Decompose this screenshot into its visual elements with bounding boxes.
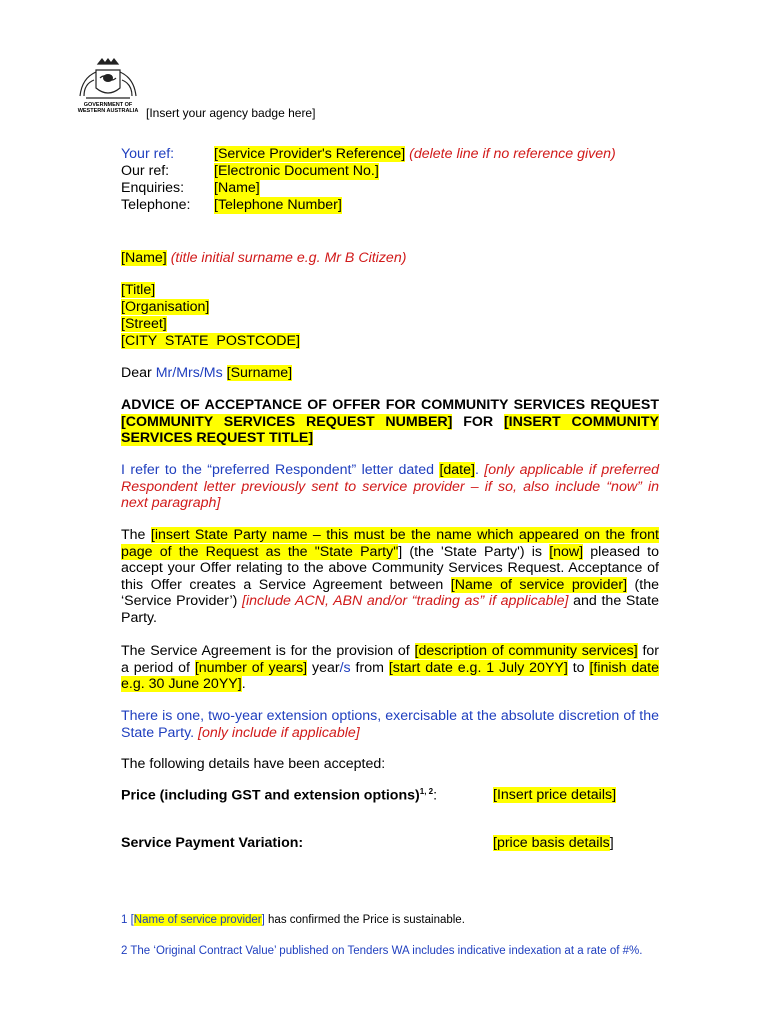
- footnote-1-close: ]: [261, 914, 265, 926]
- price-value-text: [Insert price details]: [493, 787, 617, 803]
- salutation: [121, 365, 659, 382]
- para1-text: I refer to the “preferred Respondent” letter dated: [121, 462, 440, 478]
- paragraph-accepted-details: The following details have been accepted:: [121, 756, 386, 772]
- para4-note: [only include if applicable]: [198, 724, 360, 741]
- footnote-2: 2 The ‘Original Contract Value’ published on Tenders WA includes indicative indexation at a rate of #%.: [121, 945, 643, 957]
- para3-finish-date: [finish date e.g. 30 June 20YY]: [121, 659, 659, 693]
- service-payment-variation-label: Service Payment Variation:: [121, 835, 304, 851]
- para1-dot: .: [474, 462, 485, 478]
- service-payment-variation-value: [493, 835, 614, 851]
- price-label-text: Price (including GST and extension options): [121, 787, 420, 804]
- telephone-label: Telephone:: [121, 197, 191, 213]
- para2-note: [include ACN, ABN and/or “trading as” if applicable]: [242, 593, 569, 610]
- price-footnote-ref: 1, 2: [419, 787, 434, 796]
- letter-heading: [121, 397, 659, 447]
- para3-text3: year: [307, 659, 340, 676]
- recipient-name-note: (title initial surname e.g. Mr B Citizen): [170, 250, 407, 266]
- salutation-dear: Dear: [121, 365, 156, 381]
- telephone-value: [Telephone Number]: [214, 197, 342, 213]
- agency-badge-note: [Insert your agency badge here]: [146, 106, 316, 120]
- our-ref-label: Our ref:: [121, 163, 170, 179]
- enquiries-value: [Name]: [214, 180, 260, 196]
- your-ref-label: Your ref:: [121, 146, 175, 162]
- para2-state-party: [insert State Party name – this must be the name which appeared on the front page of the Request as the "State Party": [121, 527, 659, 560]
- price-colon: :: [433, 787, 438, 804]
- paragraph-acceptance: [121, 527, 659, 627]
- your-ref-row: [121, 146, 616, 163]
- variation-close: ]: [609, 835, 614, 851]
- para4-text: There is one, two-year extension options, exercisable at the absolute discretion of the State Party.: [121, 708, 659, 741]
- recipient-organisation: [Organisation]: [121, 299, 210, 315]
- recipient-address: [121, 282, 659, 350]
- salutation-honorific: Mr/Mrs/Ms: [155, 365, 223, 381]
- para3-to: to: [567, 659, 590, 676]
- variation-value-text: [price basis details: [493, 835, 610, 851]
- our-ref-row: [121, 163, 616, 180]
- para2-text3: (the ‘Service Provider’): [121, 576, 659, 610]
- recipient-title: [Title]: [121, 282, 156, 298]
- price-label: [121, 787, 437, 804]
- telephone-row: [121, 197, 616, 214]
- paragraph-reference: [121, 462, 659, 512]
- para1-date: [date]: [439, 462, 475, 478]
- salutation-surname: [Surname]: [226, 365, 293, 381]
- your-ref-value: [Service Provider's Reference]: [214, 146, 406, 162]
- para1-note: [only applicable if preferred Respondent letter previously sent to service provider – if so, also include “now” in next paragraph]: [121, 462, 659, 512]
- footnote-1-provider: Name of service provider: [133, 914, 262, 926]
- recipient-street: [Street]: [121, 316, 167, 332]
- heading-request-title: [INSERT COMMUNITY SERVICES REQUEST TITLE]: [121, 413, 659, 447]
- reference-block: [121, 146, 616, 214]
- para2-provider: [Name of service provider]: [450, 576, 628, 593]
- para3-text4: from: [350, 659, 389, 676]
- para3-text2: for a period of: [121, 643, 660, 676]
- para3-end: .: [241, 676, 246, 693]
- para2-the: The: [121, 527, 151, 543]
- recipient-city: [CITY STATE POSTCODE]: [121, 333, 300, 349]
- para3-start-date: [start date e.g. 1 July 20YY]: [388, 659, 568, 676]
- para2-now: [now]: [549, 543, 584, 560]
- para2-close: ]: [398, 543, 403, 560]
- heading-request-number: [COMMUNITY SERVICES REQUEST NUMBER]: [121, 413, 453, 430]
- heading-for: FOR: [452, 413, 504, 430]
- price-value: [493, 787, 616, 803]
- government-crest-logo: [72, 56, 144, 120]
- footnote-1-text: has confirmed the Price is sustainable.: [264, 914, 465, 926]
- enquiries-row: [121, 180, 616, 197]
- para3-plural: /s: [339, 659, 351, 676]
- enquiries-label: Enquiries:: [121, 180, 185, 196]
- para2-text4: and the State Party.: [121, 593, 659, 626]
- your-ref-note: (delete line if no reference given): [409, 146, 616, 162]
- heading-text: ADVICE OF ACCEPTANCE OF OFFER FOR COMMUNITY SERVICES REQUEST: [121, 397, 659, 413]
- footnote-1-number: 1 [: [121, 914, 134, 926]
- recipient-name-line: [121, 250, 659, 267]
- para3-text1: The Service Agreement is for the provision of: [121, 643, 415, 659]
- recipient-name: [Name]: [121, 250, 167, 266]
- para2-text1: (the 'State Party') is: [402, 543, 550, 560]
- para2-text2: pleased to accept your Offer relating to the above Community Services Request. Acceptance of this Offer creates a Service Agreement between: [121, 543, 659, 593]
- crest-caption: GOVERNMENT OF WESTERN AUSTRALIA: [77, 102, 139, 114]
- para3-years: [number of years]: [194, 659, 308, 676]
- paragraph-service-agreement: [121, 643, 659, 693]
- footnote-1: [121, 913, 659, 928]
- para3-description: [description of community services]: [414, 643, 638, 659]
- our-ref-value: [Electronic Document No.]: [214, 163, 379, 179]
- paragraph-extension: [121, 708, 659, 741]
